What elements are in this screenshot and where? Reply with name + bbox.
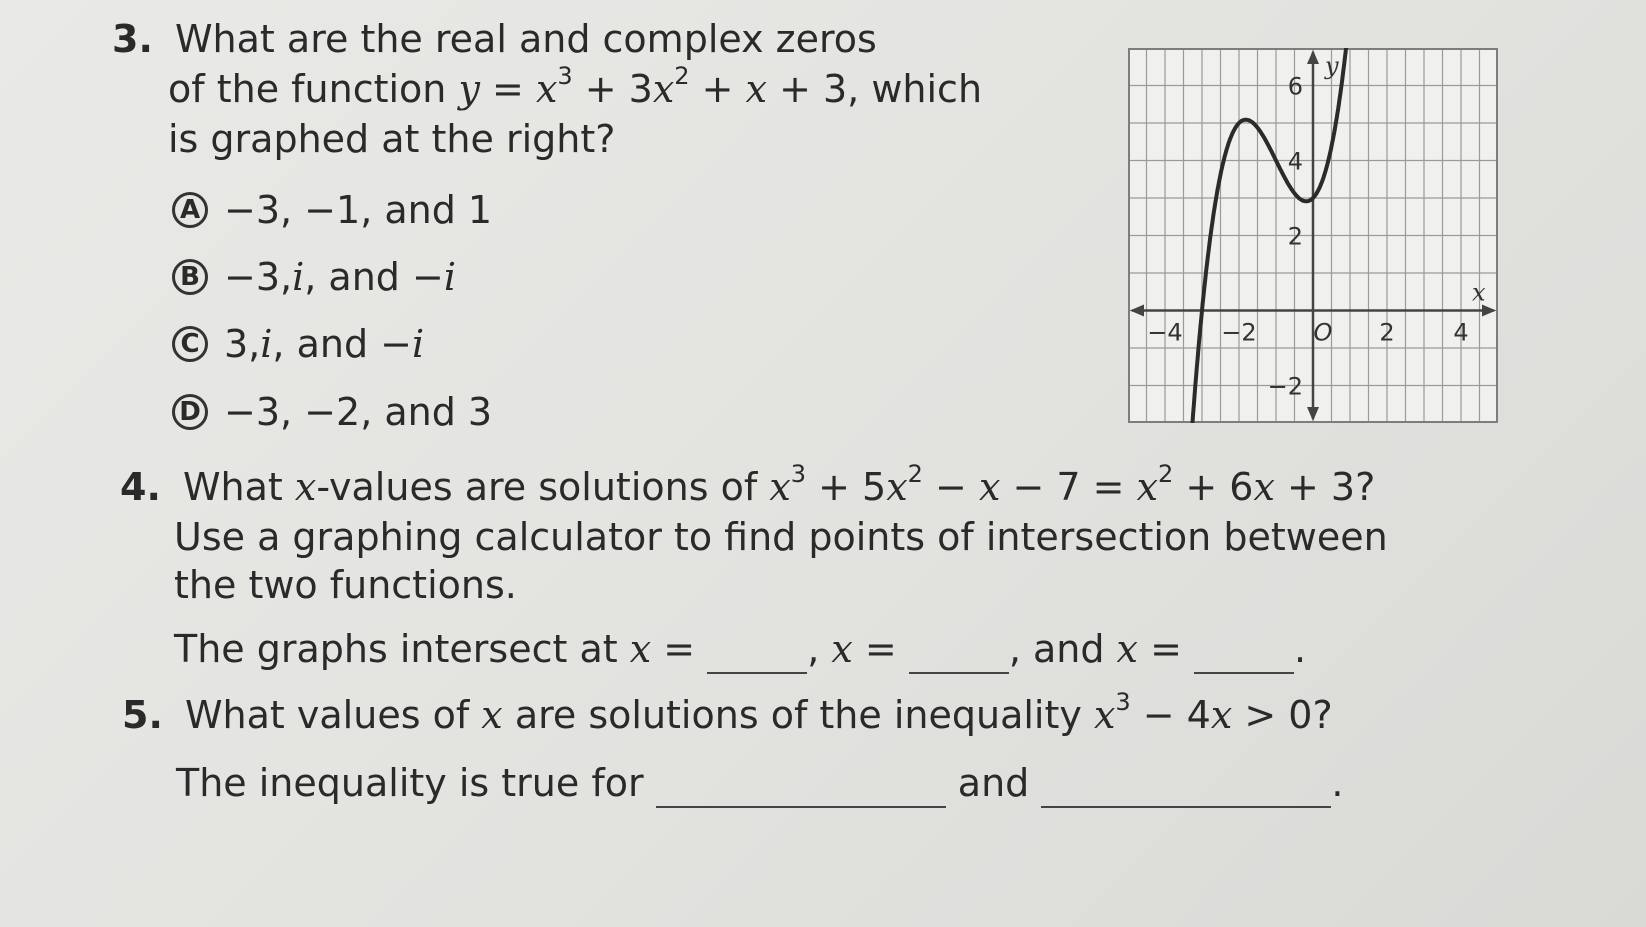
answer-blank-2[interactable]	[909, 636, 1009, 674]
text: are solutions of the inequality	[502, 693, 1094, 737]
math-var: x	[886, 465, 908, 509]
answer-blank-3[interactable]	[1194, 636, 1294, 674]
text: − 4	[1130, 693, 1211, 737]
text: What values of	[184, 693, 482, 737]
choice-b[interactable]	[172, 255, 456, 299]
exponent: 2	[674, 62, 690, 90]
text: + 3?	[1274, 465, 1376, 509]
choice-a[interactable]	[172, 188, 492, 232]
math-var: i	[260, 322, 273, 366]
question-4-line1	[120, 462, 1375, 512]
exponent: 3	[790, 460, 807, 488]
question-number: 5.	[122, 693, 163, 737]
math-var: x	[481, 693, 503, 737]
math-var: i	[292, 255, 305, 299]
text: + 3	[572, 67, 653, 111]
question-text: What are the real and complex zeros	[174, 17, 877, 61]
text: =	[1137, 627, 1182, 671]
y-tick-label: 2	[1287, 222, 1303, 251]
text: +	[689, 67, 746, 111]
choice-text: , and −	[272, 322, 412, 366]
math-var: x	[1253, 465, 1275, 509]
choice-letter: C	[172, 326, 208, 362]
text: + 3, which	[767, 67, 983, 111]
choice-letter: B	[172, 259, 208, 295]
y-tick-label: −2	[1267, 372, 1303, 401]
question-5-answer	[176, 758, 1343, 808]
x-tick-label: 4	[1453, 318, 1469, 347]
text: , and	[1008, 627, 1117, 671]
x-tick-label: −4	[1147, 318, 1183, 347]
x-axis-label: x	[1472, 278, 1486, 307]
question-4-line3: the two functions.	[174, 563, 517, 607]
text: ,	[807, 627, 832, 671]
y-axis-label: y	[1325, 52, 1339, 80]
math-var: x	[535, 67, 558, 111]
question-4-line2: Use a graphing calculator to find points of intersection between	[174, 515, 1388, 559]
x-tick-label: −2	[1221, 318, 1257, 347]
text: + 5	[806, 465, 887, 509]
text: of the function	[168, 67, 459, 111]
text: -values are solutions of	[316, 465, 770, 509]
question-4-answer	[174, 624, 1306, 674]
math-var: i	[443, 255, 456, 299]
y-tick-label: 4	[1287, 147, 1303, 176]
choice-letter: A	[172, 192, 208, 228]
y-tick-label: 6	[1287, 72, 1303, 101]
math-var: x	[1093, 693, 1116, 737]
question-number: 3.	[112, 17, 153, 61]
question-number: 4.	[120, 465, 161, 509]
text: and	[957, 761, 1030, 805]
exponent: 2	[907, 460, 923, 488]
text: > 0?	[1232, 693, 1333, 737]
choice-text: −3, −1, and 1	[224, 188, 493, 232]
text: − 7 =	[1000, 465, 1137, 509]
choice-text: 3,	[224, 322, 261, 366]
math-var: x	[769, 465, 791, 509]
math-var: i	[412, 322, 425, 366]
x-tick-label: 2	[1379, 318, 1395, 347]
text: + 6	[1173, 465, 1254, 509]
text: The graphs intersect at	[174, 627, 630, 671]
text: −	[922, 465, 979, 509]
answer-blank-5[interactable]	[1041, 770, 1331, 808]
answer-blank-1[interactable]	[707, 636, 807, 674]
math-var: x	[652, 67, 675, 111]
text: The inequality is true for	[176, 761, 644, 805]
question-3-line3: is graphed at the right?	[168, 117, 616, 161]
answer-blank-4[interactable]	[656, 770, 946, 808]
exponent: 2	[1158, 460, 1174, 488]
math-var: x	[978, 465, 1001, 509]
exponent: 3	[557, 62, 573, 90]
math-var: x	[831, 627, 853, 671]
text: =	[651, 627, 696, 671]
choice-letter: D	[172, 394, 208, 430]
text: =	[479, 67, 536, 111]
question-3-line2	[168, 64, 982, 114]
x-tick-label: O	[1313, 318, 1333, 347]
choice-d[interactable]	[172, 390, 492, 434]
function-graph	[1128, 48, 1498, 423]
math-var: x	[745, 67, 767, 111]
text: .	[1294, 627, 1307, 671]
math-var: x	[1136, 465, 1158, 509]
math-var: y	[458, 67, 480, 111]
math-var: x	[294, 465, 317, 509]
math-var: x	[1210, 693, 1233, 737]
text: What	[182, 465, 295, 509]
text: .	[1331, 761, 1344, 805]
question-3-line1	[112, 14, 877, 64]
math-var: x	[629, 627, 652, 671]
choice-text: −3,	[224, 255, 293, 299]
choice-text: , and −	[304, 255, 444, 299]
exponent: 3	[1115, 688, 1131, 716]
question-5-line1	[122, 690, 1333, 740]
text: =	[852, 627, 897, 671]
math-var: x	[1116, 627, 1138, 671]
choice-c[interactable]	[172, 322, 424, 366]
choice-text: −3, −2, and 3	[224, 390, 493, 434]
